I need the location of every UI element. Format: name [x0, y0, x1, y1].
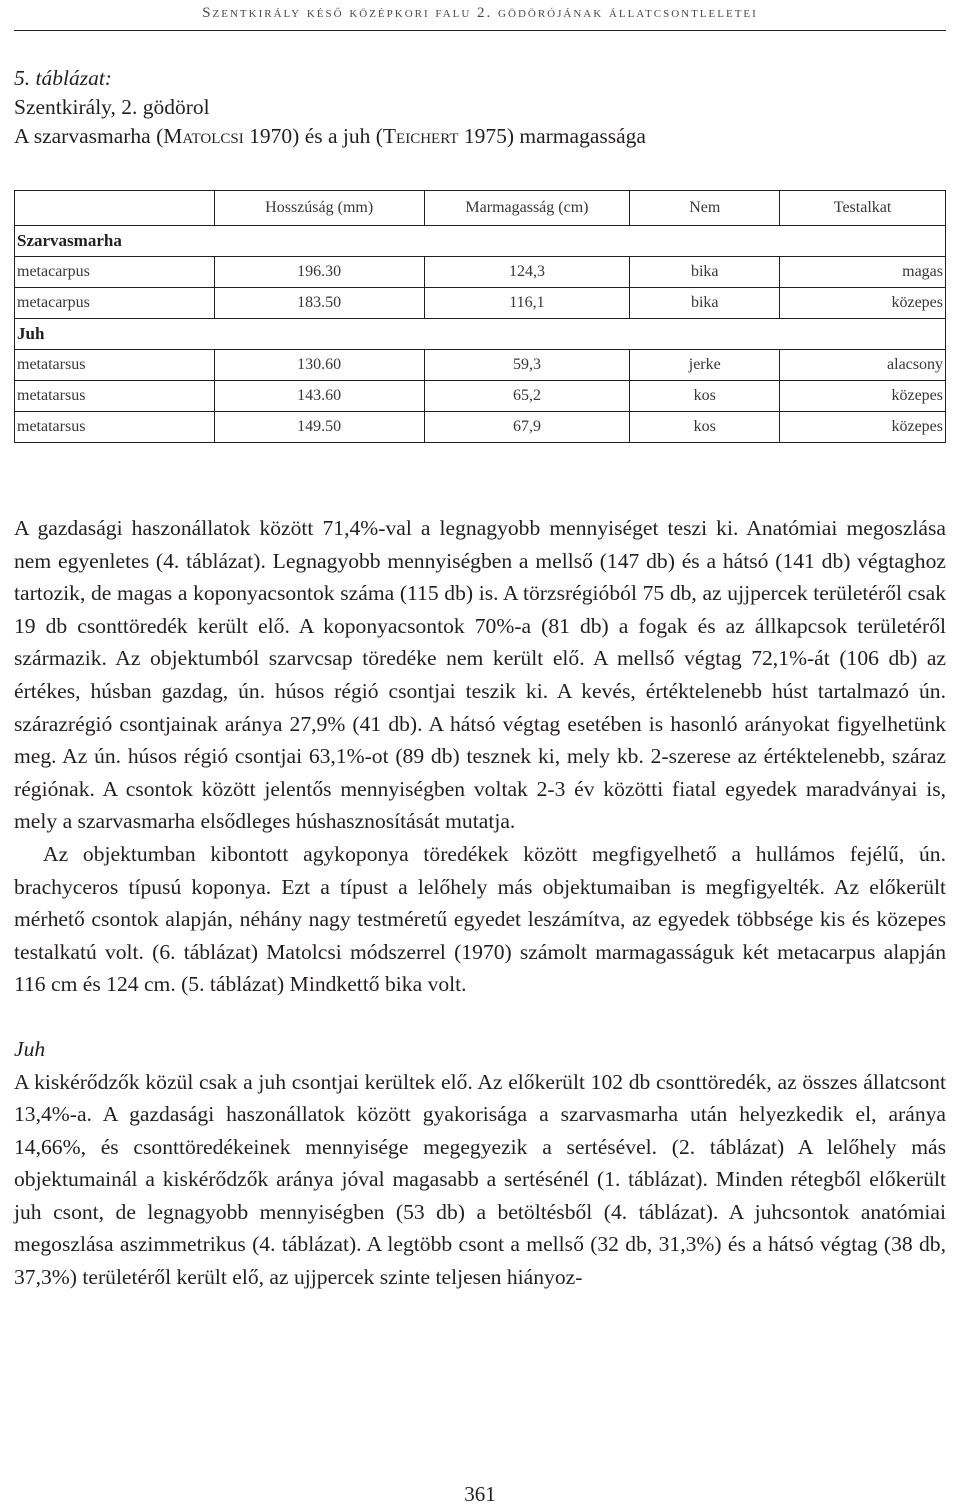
table-row [15, 288, 946, 319]
header-build: Testalkat [780, 191, 946, 226]
cell-length: 196.30 [214, 257, 424, 288]
cell-build: közepes [780, 288, 946, 319]
page-number: 361 [464, 1482, 496, 1506]
table-row [15, 350, 946, 381]
table-location: Szentkirály, 2. gödörol [14, 95, 210, 119]
paragraph-cattle-anatomy: A gazdasági haszonállatok között 71,4%-val a legnagyobb mennyiséget teszi ki. Anatómiai megoszlása nem egyenletes (4. táblázat). Legnagyobb mennyiségben a mellső (147 db) és a hátsó (141 db) végtaghoz tartozik, de magas a koponyacsontok száma (115 db) is. A törzsrégióból 75 db, az ujjpercek területéről csak 19 db csonttöredék került elő. A koponyacsontok 70%-a (81 db) a fogak és az állkapcsok területéről származik. Az objektumból szarvcsap töredéke nem került elő. A mellső végtag 72,1%-át (106 db) az értékes, húsban gazdag, ún. húsos régió csontjai teszik ki. A kevés, értéktelenebb húst tartalmazó ún. szárazrégió csontjainak aránya 27,9% (41 db). A hátsó végtag esetében is hasonló arányokat figyelhetünk meg. Az ún. húsos régió csontjai 63,1%-ot (89 db) tesznek ki, mely kb. 2-szerese az értéktelenebb, száraz régiónak. A csontok között jelentős mennyiségben voltak 2-3 év közötti fiatal egyedek maradványai is, mely a szarvasmarha elsődleges húshasznosítását mutatja. [14, 516, 946, 834]
cell-height: 116,1 [424, 288, 630, 319]
running-header [14, 0, 946, 31]
author-matolcsi: Matolcsi [163, 124, 244, 148]
group-row [15, 319, 946, 350]
cell-build: közepes [780, 381, 946, 412]
section-heading-sheep: Juh [14, 1036, 46, 1061]
cell-bone: metatarsus [15, 381, 215, 412]
withers-height-table [14, 190, 946, 443]
cell-bone: metacarpus [15, 257, 215, 288]
group-label-sheep: Juh [15, 319, 946, 350]
cell-build: közepes [780, 412, 946, 443]
cell-height: 67,9 [424, 412, 630, 443]
author-teichert: Teichert [382, 124, 459, 148]
table-caption [14, 64, 646, 151]
group-row [15, 226, 946, 257]
paragraph-sheep: A kiskérődzők közül csak a juh csontjai kerültek elő. Az előkerült 102 db csonttöredék, az összes állatcsont 13,4%-a. A gazdasági haszonállatok között gyakorisága a szarvasmarha után helyezkedik el, aránya 14,66%, és csonttöredékeinek mennyisége megegyezik a sertésével. (2. táblázat) A lelőhely más objektumainál a kiskérődzők aránya jóval magasabb a sertésénél (1. táblázat). Minden rétegből előkerült juh csont, de legnagyobb mennyiségben (53 db) a betöltésből (4. táblázat). A juhcsontok anatómiai megoszlása aszimmetrikus (4. táblázat). A legtöbb csont a mellső (32 db, 31,3%) és a hátsó végtag (38 db, 37,3%) területéről került elő, az ujjpercek szinte teljesen hiányoz- [14, 1069, 946, 1290]
table-row [15, 381, 946, 412]
cell-length: 130.60 [214, 350, 424, 381]
table-label: 5. táblázat: [14, 66, 112, 90]
cell-length: 149.50 [214, 412, 424, 443]
running-title: Szentkirály késő középkori falu 2. gödörójának állatcsontleletei [202, 5, 758, 21]
cell-height: 59,3 [424, 350, 630, 381]
cell-sex: kos [630, 412, 780, 443]
header-blank [15, 191, 215, 226]
cell-bone: metatarsus [15, 350, 215, 381]
table-row [15, 412, 946, 443]
table-title: A szarvasmarha (Matolcsi 1970) és a juh (Teichert 1975) marmagassága [14, 124, 646, 148]
header-length: Hosszúság (mm) [214, 191, 424, 226]
table-row [15, 257, 946, 288]
cell-bone: metacarpus [15, 288, 215, 319]
paragraph-cattle-skull: Az objektumban kibontott agykoponya töredékek között megfigyelhető a hullámos fejélű, ún. brachyceros típusú koponya. Ezt a típust a lelőhely más objektumaiban is megfigyelték. Az előkerült mérhető csontok alapján, néhány nagy testméretű egyedet leszámítva, az egyedek többsége kis és közepes testalkatú volt. (6. táblázat) Matolcsi módszerrel (1970) számolt marmagasságuk két metacarpus alapján 116 cm és 124 cm. (5. táblázat) Mindkettő bika volt. [14, 841, 946, 997]
cell-height: 124,3 [424, 257, 630, 288]
cell-length: 143.60 [214, 381, 424, 412]
body-text [14, 512, 946, 1294]
cell-length: 183.50 [214, 288, 424, 319]
table-header-row [15, 191, 946, 226]
cell-height: 65,2 [424, 381, 630, 412]
cell-bone: metatarsus [15, 412, 215, 443]
cell-sex: bika [630, 288, 780, 319]
cell-sex: kos [630, 381, 780, 412]
group-label-cattle: Szarvasmarha [15, 226, 946, 257]
cell-build: magas [780, 257, 946, 288]
cell-sex: bika [630, 257, 780, 288]
header-sex: Nem [630, 191, 780, 226]
cell-build: alacsony [780, 350, 946, 381]
cell-sex: jerke [630, 350, 780, 381]
header-withers-height: Marmagasság (cm) [424, 191, 630, 226]
